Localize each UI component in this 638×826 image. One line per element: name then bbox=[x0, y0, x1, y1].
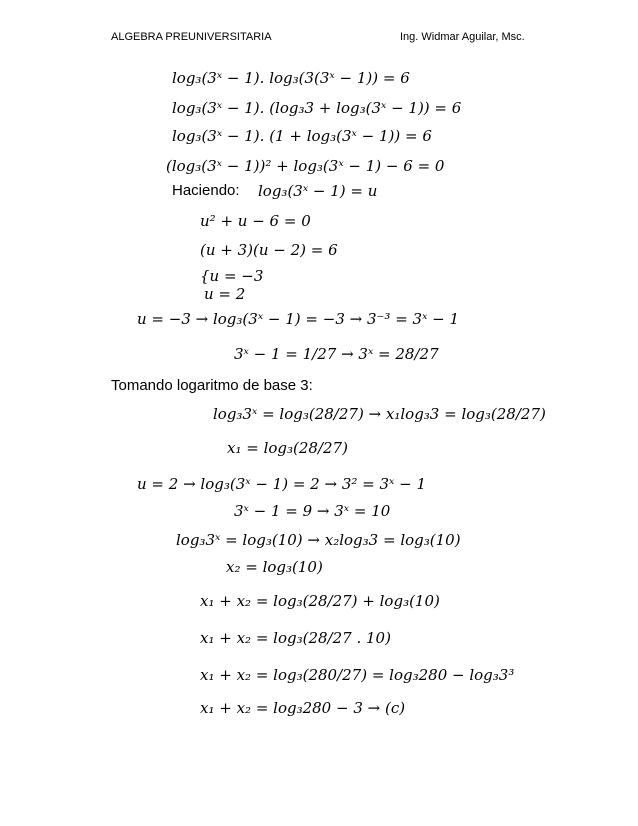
equation-quadratic: u² + u − 6 = 0 bbox=[200, 212, 311, 230]
equation-factored: (u + 3)(u − 2) = 6 bbox=[200, 241, 338, 259]
equation-root-1: {u = −3 bbox=[200, 267, 264, 285]
equation-line-4: (log₃(3ˣ − 1))² + log₃(3ˣ − 1) − 6 = 0 bbox=[166, 157, 445, 175]
equation-substitution: log₃(3ˣ − 1) = u bbox=[258, 182, 378, 200]
equation-log-x1: log₃3ˣ = log₃(28/27) → x₁log₃3 = log₃(28/27) bbox=[213, 405, 546, 423]
equation-root-2: u = 2 bbox=[204, 285, 246, 303]
text-haciendo: Haciendo: bbox=[172, 182, 240, 199]
header-left: ALGEBRA PREUNIVERSITARIA bbox=[111, 31, 272, 43]
equation-case-u-2: u = 2 → log₃(3ˣ − 1) = 2 → 3² = 3ˣ − 1 bbox=[137, 475, 427, 493]
equation-line-1: log₃(3ˣ − 1). log₃(3(3ˣ − 1)) = 6 bbox=[172, 69, 410, 87]
equation-x1: x₁ = log₃(28/27) bbox=[227, 439, 348, 457]
equation-case-u-minus3-b: 3ˣ − 1 = 1/27 → 3ˣ = 28/27 bbox=[234, 345, 439, 363]
header-right: Ing. Widmar Aguilar, Msc. bbox=[400, 31, 525, 43]
equation-sum-2: x₁ + x₂ = log₃(28/27 . 10) bbox=[200, 629, 391, 647]
equation-case-u-2-b: 3ˣ − 1 = 9 → 3ˣ = 10 bbox=[234, 502, 391, 520]
equation-case-u-minus3: u = −3 → log₃(3ˣ − 1) = −3 → 3⁻³ = 3ˣ − 1 bbox=[137, 310, 460, 328]
equation-log-x2: log₃3ˣ = log₃(10) → x₂log₃3 = log₃(10) bbox=[176, 531, 461, 549]
equation-sum-1: x₁ + x₂ = log₃(28/27) + log₃(10) bbox=[200, 592, 440, 610]
equation-sum-final: x₁ + x₂ = log₃280 − 3 → (c) bbox=[200, 699, 406, 717]
equation-x2: x₂ = log₃(10) bbox=[226, 558, 323, 576]
equation-line-2: log₃(3ˣ − 1). (log₃3 + log₃(3ˣ − 1)) = 6 bbox=[172, 99, 462, 117]
equation-line-3: log₃(3ˣ − 1). (1 + log₃(3ˣ − 1)) = 6 bbox=[172, 127, 432, 145]
equation-sum-3: x₁ + x₂ = log₃(280/27) = log₃280 − log₃3³ bbox=[200, 666, 515, 684]
text-tomando-logaritmo: Tomando logaritmo de base 3: bbox=[111, 377, 313, 394]
